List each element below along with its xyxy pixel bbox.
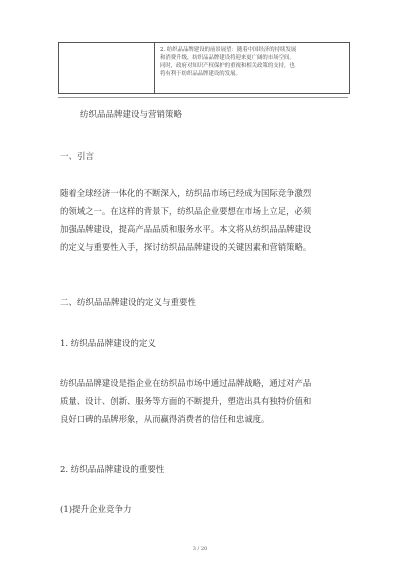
- summary-table: [58, 42, 350, 94]
- definition-heading: 二、纺织品品牌建设的定义与重要性: [60, 298, 197, 308]
- table-line: 2. 纺织品品牌建设的前景展望：随着中国经济的持续发展: [160, 47, 297, 53]
- table-line: 同时，政府对知识产权保护的重视和相关政策的支持，也: [160, 63, 295, 69]
- table-right-cell: [160, 46, 345, 78]
- table-left-cell: [59, 43, 155, 93]
- intro-heading: 一、引言: [60, 152, 95, 162]
- paragraph-line: 良好口碑的品牌形象，从而赢得消费者的信任和忠诚度。: [60, 414, 270, 424]
- subsection-2-item: (1)提升企业竞争力: [60, 505, 132, 515]
- divider: [58, 97, 348, 98]
- subsection-1-paragraph: [60, 374, 350, 428]
- paragraph-line: 加强品牌建设，提高产品品质和服务水平。本文将从纺织品品牌建设: [60, 224, 312, 234]
- paragraph-line: 随着全球经济一体化的不断深入，纺织品市场已经成为国际竞争激烈: [60, 188, 312, 198]
- subsection-1-heading: 1. 纺织品品牌建设的定义: [60, 339, 156, 349]
- paragraph-line: 的定义与重要性入手，探讨纺织品品牌建设的关键因素和营销策略。: [60, 242, 312, 252]
- table-line: 将有利于纺织品品牌建设的发展。: [160, 71, 241, 77]
- paragraph-line: 质量、设计、创新、服务等方面的不断提升，塑造出具有独特价值和: [60, 396, 312, 406]
- subsection-2-heading: 2. 纺织品品牌建设的重要性: [60, 465, 165, 475]
- paragraph-line: 纺织品品牌建设是指企业在纺织品市场中通过品牌战略，通过对产品: [60, 378, 312, 388]
- page-number: 3 / 20: [192, 546, 208, 552]
- intro-paragraph: [60, 184, 350, 256]
- doc-title: 纺织品品牌建设与营销策略: [80, 110, 183, 120]
- table-line: 和消费升级，纺织品品牌建设将迎来更广阔的市场空间。: [160, 55, 295, 61]
- paragraph-line: 的领域之一。在这样的背景下，纺织品企业要想在市场上立足，必须: [60, 206, 312, 216]
